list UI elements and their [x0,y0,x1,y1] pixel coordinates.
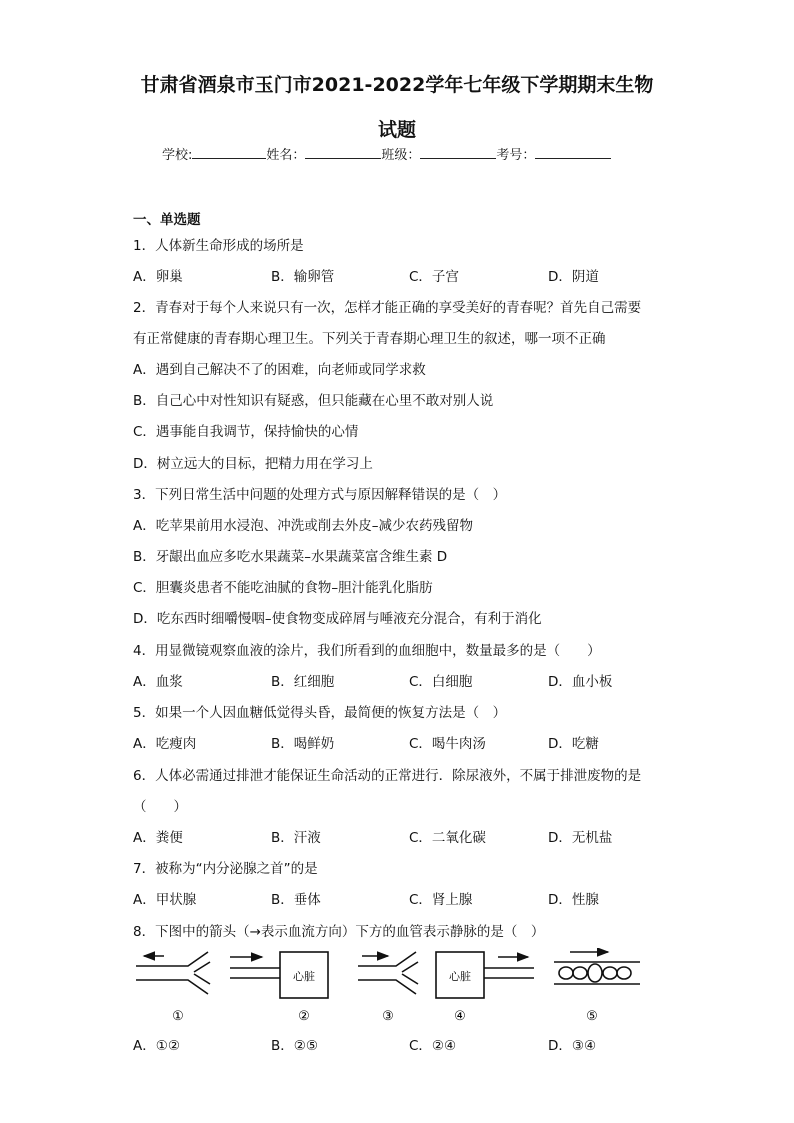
id-label: 考号： [496,148,536,163]
q4-option-a: A．血浆 [133,674,183,690]
figure-label-2: ② [298,1009,310,1024]
q6-option-a: A．粪便 [133,830,183,846]
question-4-stem: 4．用显微镜观察血液的涂片，我们所看到的血细胞中，数量最多的是（ ） [133,643,601,659]
q8-option-b: B．②⑤ [271,1038,318,1054]
page-title: 甘肃省酒泉市玉门市2021-2022学年七年级下学期期末生物 [140,74,654,96]
q7-option-b: B．垂体 [271,892,321,908]
id-blank [535,146,611,159]
class-label: 班级： [381,148,421,163]
q7-option-a: A．甲状腺 [133,892,197,908]
q7-option-d: D．性腺 [548,892,599,908]
vessel-diagram-5 [554,952,640,984]
heart-label-4: 心脏 [449,970,471,983]
question-5-stem: 5．如果一个人因血糖低觉得头昏，最简便的恢复方法是（ ） [133,705,507,721]
q8-option-c: C．②④ [409,1038,457,1054]
q4-option-b: B．红细胞 [271,674,335,690]
figure-label-3: ③ [382,1009,394,1024]
q6-option-c: C．二氧化碳 [409,830,486,846]
question-2-stem-cont: 有正常健康的青春期心理卫生。下列关于青春期心理卫生的叙述，哪一项不正确 [133,331,606,347]
q5-option-a: A．吃瘦肉 [133,736,197,752]
q3-option-a: A．吃苹果前用水浸泡、冲洗或削去外皮–减少农药残留物 [133,518,473,534]
figure-label-4: ④ [454,1009,466,1024]
q3-option-b: B．牙龈出血应多吃水果蔬菜–水果蔬菜富含维生素 D [133,549,448,565]
figure-label-5: ⑤ [586,1009,598,1024]
q1-option-a: A．卵巢 [133,269,183,285]
page-title-line2: 试题 [377,119,416,141]
name-blank [305,146,381,159]
q4-option-d: D．血小板 [548,674,613,690]
school-label: 学校: [162,148,193,163]
question-3-stem: 3．下列日常生活中问题的处理方式与原因解释错误的是（ ） [133,487,507,503]
q2-option-c: C．遇事能自我调节，保持愉快的心情 [133,424,359,440]
blood-vessel-figure [130,948,650,1028]
student-info-line [162,144,611,163]
q7-option-c: C．肾上腺 [409,892,473,908]
q1-option-d: D．阴道 [548,269,599,285]
q2-option-b: B．自己心中对性知识有疑惑，但只能藏在心里不敢对别人说 [133,393,494,409]
q8-option-a: A．①② [133,1038,180,1054]
question-6-stem: 6．人体必需通过排泄才能保证生命活动的正常进行．除尿液外，不属于排泄废物的是 [133,768,642,784]
heart-label-2: 心脏 [293,970,315,983]
q5-option-c: C．喝牛肉汤 [409,736,486,752]
q3-option-c: C．胆囊炎患者不能吃油腻的食物–胆汁能乳化脂肪 [133,580,433,596]
q5-option-b: B．喝鲜奶 [271,736,335,752]
q6-option-b: B．汗液 [271,830,321,846]
vessel-diagram-1 [136,952,210,994]
q5-option-d: D．吃糖 [548,736,599,752]
q1-option-b: B．输卵管 [271,269,335,285]
section-title: 一、单选题 [133,212,201,228]
question-6-stem-cont: （ ） [133,799,187,815]
q3-option-d: D．吃东西时细嚼慢咽–使食物变成碎屑与唾液充分混合，有利于消化 [133,611,542,627]
q4-option-c: C．白细胞 [409,674,473,690]
figure-label-1: ① [172,1009,184,1024]
q2-option-a: A．遇到自己解决不了的困难，向老师或同学求救 [133,362,426,378]
name-label: 姓名： [266,148,306,163]
vessel-diagram-3 [358,952,418,994]
q2-option-d: D．树立远大的目标，把精力用在学习上 [133,456,373,472]
question-8-stem: 8．下图中的箭头（→表示血流方向）下方的血管表示静脉的是（ ） [133,924,545,940]
q8-option-d: D．③④ [548,1038,597,1054]
class-blank [420,146,496,159]
school-blank [192,146,266,159]
question-2-stem: 2．青春对于每个人来说只有一次，怎样才能正确的享受美好的青春呢？首先自己需要 [133,300,642,316]
question-1-stem: 1．人体新生命形成的场所是 [133,238,304,254]
q1-option-c: C．子宫 [409,269,459,285]
question-7-stem: 7．被称为“内分泌腺之首”的是 [133,861,318,877]
q6-option-d: D．无机盐 [548,830,613,846]
